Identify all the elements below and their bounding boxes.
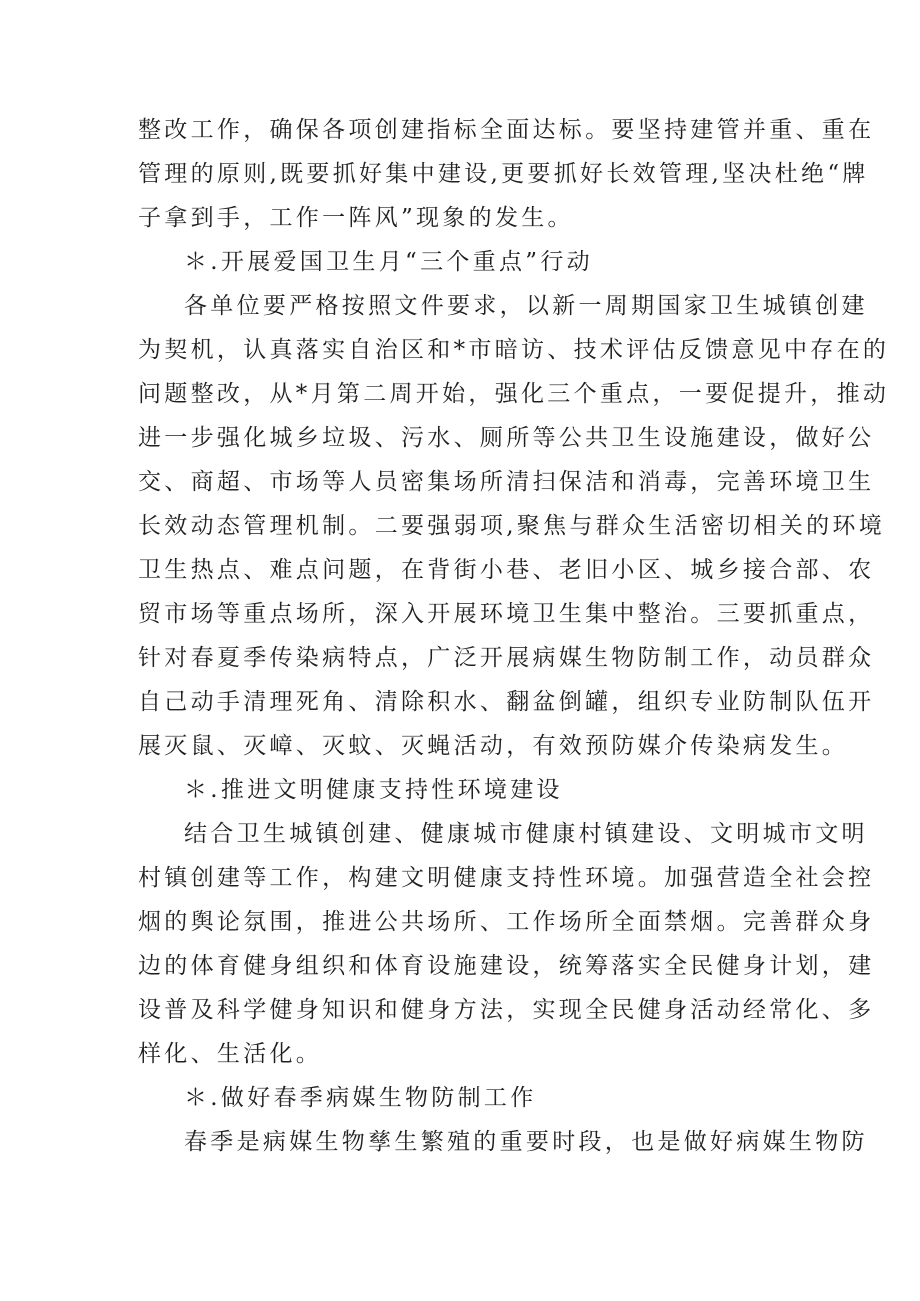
paragraph-line: 针对春夏季传染病特点，广泛开展病媒生物防制工作，动员群众 [138, 645, 875, 671]
paragraph-line: 村镇创建等工作，构建文明健康支持性环境。加强营造全社会控 [138, 865, 875, 891]
section-heading: ＊.做好春季病媒生物防制工作 [184, 1085, 537, 1111]
paragraph-line: 各单位要严格按照文件要求，以新一周期国家卫生城镇创建 [184, 293, 868, 319]
section-heading: ＊.推进文明健康支持性环境建设 [184, 777, 563, 803]
paragraph-line: 卫生热点、难点问题，在背街小巷、老旧小区、城乡接合部、农 [138, 557, 875, 583]
paragraph-line: 边的体育健身组织和体育设施建设，统筹落实全民健身计划，建 [138, 953, 875, 979]
paragraph-line: 管理的原则,既要抓好集中建设,更要抓好长效管理,坚决杜绝“牌 [138, 161, 869, 187]
paragraph-line: 子拿到手，工作一阵风”现象的发生。 [138, 205, 574, 231]
paragraph-line: 长效动态管理机制。二要强弱项,聚焦与群众生活密切相关的环境 [138, 513, 886, 539]
paragraph-line: 结合卫生城镇创建、健康城市健康村镇建设、文明城市文明 [184, 821, 868, 847]
section-heading: ＊.开展爱国卫生月“三个重点”行动 [184, 249, 593, 275]
paragraph-line: 展灭鼠、灭嶂、灭蚊、灭蝇活动，有效预防媒介传染病发生。 [138, 733, 849, 759]
paragraph-line: 整改工作，确保各项创建指标全面达标。要坚持建管并重、重在 [138, 117, 875, 143]
paragraph-line: 样化、生活化。 [138, 1041, 323, 1067]
paragraph-line: 为契机，认真落实自治区和*市暗访、技术评估反馈意见中存在的 [138, 337, 890, 363]
document-body [138, 108, 890, 1164]
paragraph-line: 交、商超、市场等人员密集场所清扫保洁和消毒，完善环境卫生 [138, 469, 875, 495]
paragraph-line: 进一步强化城乡垃圾、污水、厕所等公共卫生设施建设，做好公 [138, 425, 875, 451]
paragraph-line: 问题整改，从*月第二周开始，强化三个重点，一要促提升，推动 [138, 381, 890, 407]
paragraph-line: 春季是病媒生物孳生繁殖的重要时段，也是做好病媒生物防 [184, 1129, 868, 1155]
paragraph-line: 设普及科学健身知识和健身方法，实现全民健身活动经常化、多 [138, 997, 875, 1023]
paragraph-line: 贸市场等重点场所，深入开展环境卫生集中整治。三要抓重点， [138, 601, 875, 627]
paragraph-line: 自己动手清理死角、清除积水、翻盆倒罐，组织专业防制队伍开 [138, 689, 875, 715]
paragraph-line: 烟的舆论氛围，推进公共场所、工作场所全面禁烟。完善群众身 [138, 909, 875, 935]
